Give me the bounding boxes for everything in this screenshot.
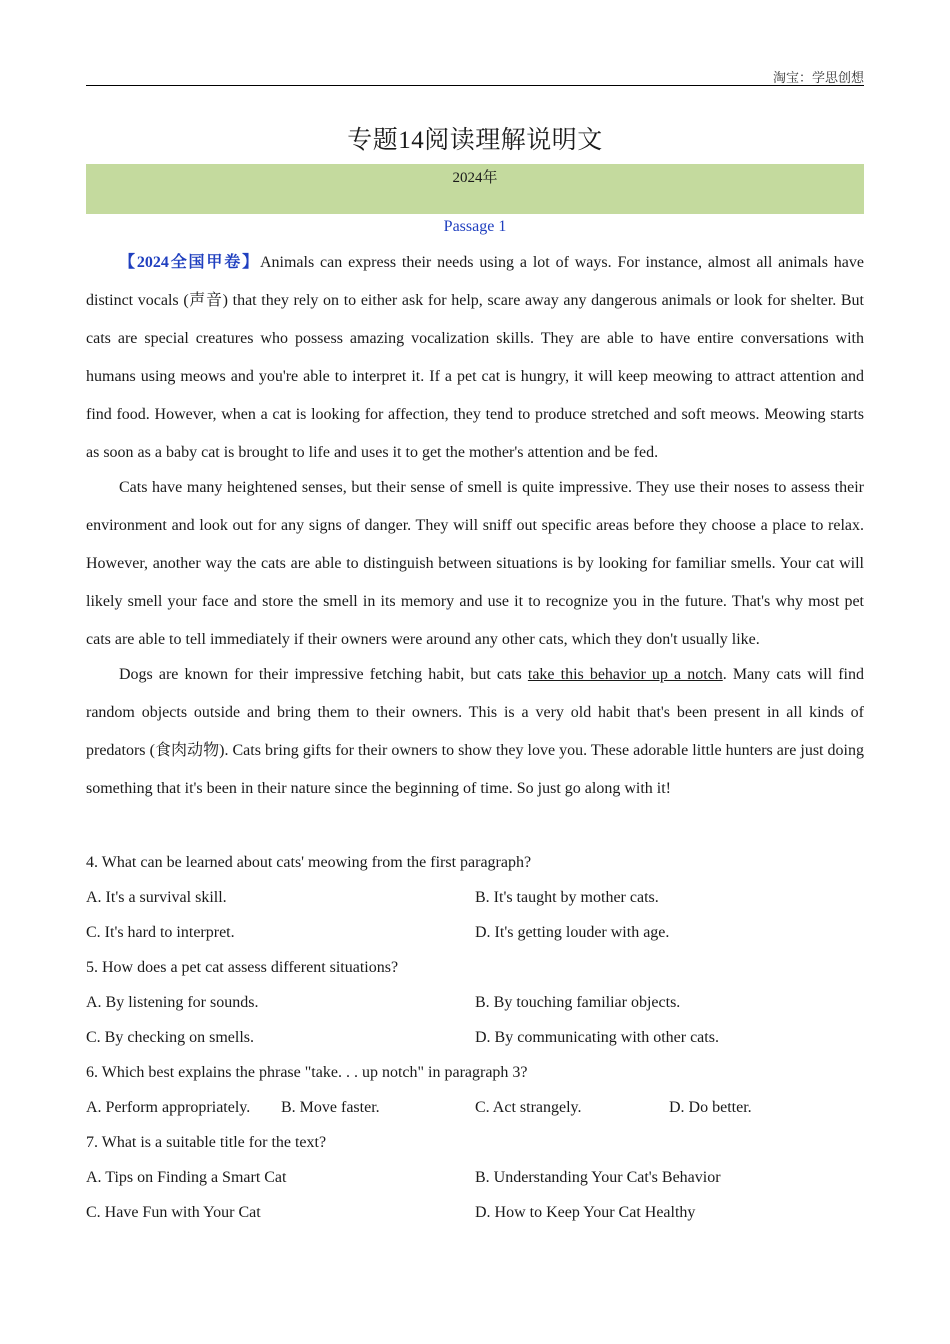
paragraph-3 bbox=[86, 656, 864, 808]
question-5-stem: 5. How does a pet cat assess different situations? bbox=[86, 959, 399, 976]
year-band bbox=[86, 164, 864, 214]
question-6-option-d: D. Do better. bbox=[669, 1099, 752, 1116]
header-note: 淘宝：学思创想 bbox=[772, 70, 864, 85]
passage-body bbox=[86, 244, 864, 808]
question-7-option-a: A. Tips on Finding a Smart Cat bbox=[86, 1169, 287, 1186]
question-7-stem: 7. What is a suitable title for the text? bbox=[86, 1134, 327, 1151]
underlined-phrase: take this behavior up a notch bbox=[527, 666, 723, 683]
question-5-option-d: D. By communicating with other cats. bbox=[475, 1029, 719, 1046]
option-row bbox=[86, 1020, 864, 1055]
paragraph-2: Cats have many heightened senses, but their sense of smell is quite impressive. They use their noses to assess their environment and look out for any signs of danger. They will sniff out specific areas before they choose a place to relax. However, another way the cats are able to distinguish between situations is by looking for familiar smells. Your cat will likely smell your face and store the smell in its memory and use it to recognize you in the future. That's why most pet cats are able to tell immediately if their owners were around any other cats, which they don't usually like. bbox=[86, 479, 864, 648]
option-row bbox=[86, 915, 864, 950]
paragraph-3-text-b: . Many cats will find random objects outside and bring them to their owners. This is a very old habit that's been present in all kinds of predators (食肉动物). Cats bring gifts for their owners to show they love you. These adorable little hunters are just doing something that it's been in their nature since the beginning of time. So just go along with it! bbox=[86, 666, 865, 797]
question-stem bbox=[86, 845, 864, 880]
question-5-option-b: B. By touching familiar objects. bbox=[475, 994, 681, 1011]
question-4-stem: 4. What can be learned about cats' meowing from the first paragraph? bbox=[86, 854, 532, 871]
question-6-option-b: B. Move faster. bbox=[281, 1099, 380, 1116]
question-4-option-d: D. It's getting louder with age. bbox=[475, 924, 670, 941]
question-6-option-c: C. Act strangely. bbox=[475, 1099, 582, 1116]
option-row bbox=[86, 1160, 864, 1195]
option-row bbox=[86, 880, 864, 915]
question-4-option-b: B. It's taught by mother cats. bbox=[475, 889, 659, 906]
question-stem bbox=[86, 1125, 864, 1160]
question-4-option-a: A. It's a survival skill. bbox=[86, 889, 227, 906]
question-7-option-d: D. How to Keep Your Cat Healthy bbox=[475, 1204, 696, 1221]
option-row bbox=[86, 985, 864, 1020]
question-stem bbox=[86, 1055, 864, 1090]
page-title: 专题14阅读理解说明文 bbox=[347, 127, 603, 154]
paragraph-3-text-a: Dogs are known for their impressive fetching habit, but cats bbox=[119, 666, 528, 683]
question-stem bbox=[86, 950, 864, 985]
question-7-option-b: B. Understanding Your Cat's Behavior bbox=[475, 1169, 721, 1186]
question-list bbox=[86, 845, 864, 1230]
option-row bbox=[86, 1090, 864, 1125]
option-row bbox=[86, 1195, 864, 1230]
question-6-stem: 6. Which best explains the phrase "take. . . up notch" in paragraph 3? bbox=[86, 1064, 528, 1081]
year-label: 2024年 bbox=[452, 170, 498, 186]
question-7-option-c: C. Have Fun with Your Cat bbox=[86, 1204, 261, 1221]
paragraph-1-text: Animals can express their needs using a lot of ways. For instance, almost all animals have distinct vocals (声音) that they rely on to either ask for help, scare away any dangerous animals or look for shelter. But cats are special creatures who possess amazing vocalization skills. They are able to have entire conversations with humans using meows and you're able to interpret it. If a pet cat is hungry, it will keep meowing to attract attention and find food. However, when a cat is looking for affection, they tend to produce stretched and soft meows. Meowing starts as soon as a baby cat is brought to life and uses it to get the mother's attention and be fed. bbox=[86, 254, 864, 461]
paragraph-1 bbox=[86, 244, 864, 472]
question-5-option-c: C. By checking on smells. bbox=[86, 1029, 254, 1046]
question-6-option-a: A. Perform appropriately. bbox=[86, 1099, 251, 1116]
source-tag: 【2024全国甲卷】 bbox=[119, 254, 260, 271]
question-4-option-c: C. It's hard to interpret. bbox=[86, 924, 235, 941]
question-5-option-a: A. By listening for sounds. bbox=[86, 994, 259, 1011]
header-rule bbox=[86, 85, 864, 86]
passage-label: Passage 1 bbox=[443, 218, 507, 235]
